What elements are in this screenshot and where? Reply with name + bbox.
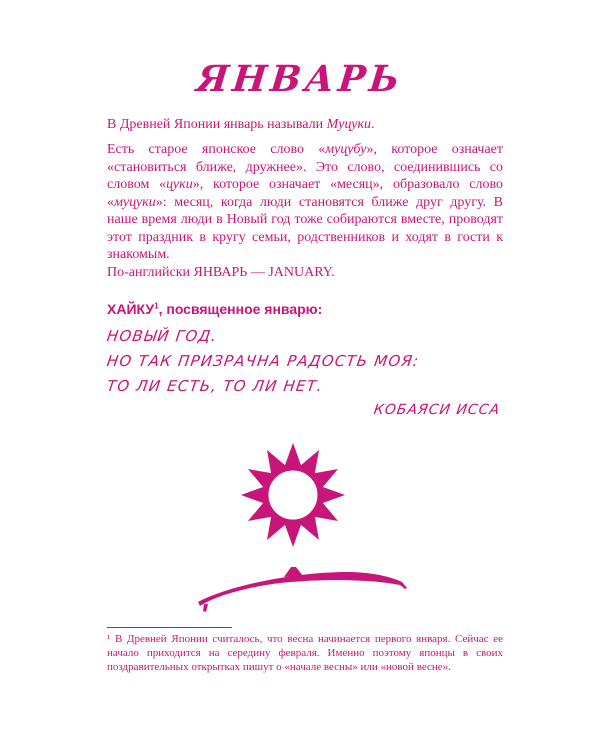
haiku-heading-word: ХАЙКУ <box>107 301 155 317</box>
paragraph-english: По-английски ЯНВАРЬ — JANUARY. <box>107 265 335 280</box>
haiku-line-3: ТО ЛИ ЕСТЬ, ТО ЛИ НЕТ. <box>105 377 325 395</box>
footnote-marker: 1 <box>154 301 159 311</box>
page-title: ЯНВАРЬ <box>194 58 406 100</box>
intro-end: . <box>371 117 375 132</box>
haiku-author: КОБАЯСИ ИССА <box>372 402 502 418</box>
footnote-divider <box>107 627 232 628</box>
mutsubu-term: муцубу <box>325 142 367 157</box>
sun-icon <box>241 443 345 547</box>
footnote: ¹ В Древней Японии считалось, что весна начинается первого января. Сейчас ее начало приходится на середину февраля. Именно поэтому японцы в своих поздравительных открытках пишут о «начале весны» или «новой весне». <box>107 633 503 673</box>
etym-c: », которое означает «становиться ближе, дружнее». Это слово, соединившись со словом « <box>107 142 503 192</box>
mutsuki-term-2: муцуки <box>114 194 156 210</box>
intro-text: В Древней Японии январь называли <box>107 117 327 132</box>
haiku-line-1: НОВЫЙ ГОД. <box>105 327 219 345</box>
haiku-heading-rest: , посвященное январю: <box>158 301 323 317</box>
etym-e: », которое означает «месяц», образовало слово « <box>107 177 503 210</box>
haiku-line-2: НО ТАК ПРИЗРАЧНА РАДОСТЬ МОЯ: <box>105 352 421 370</box>
mutsuki-term: Муцуки <box>326 117 372 132</box>
tsuki-term: цуки <box>166 177 193 192</box>
mountain-horizon-icon <box>198 567 407 612</box>
etym-g: »: месяц, когда люди становятся ближе друг другу. В наше время люди в Новый год тоже собираются вместе, проводят этот праздник в кругу семьи, родственников и ходят в гости к знакомым. <box>107 194 503 262</box>
etym-a: Есть старое японское слово « <box>107 142 326 157</box>
